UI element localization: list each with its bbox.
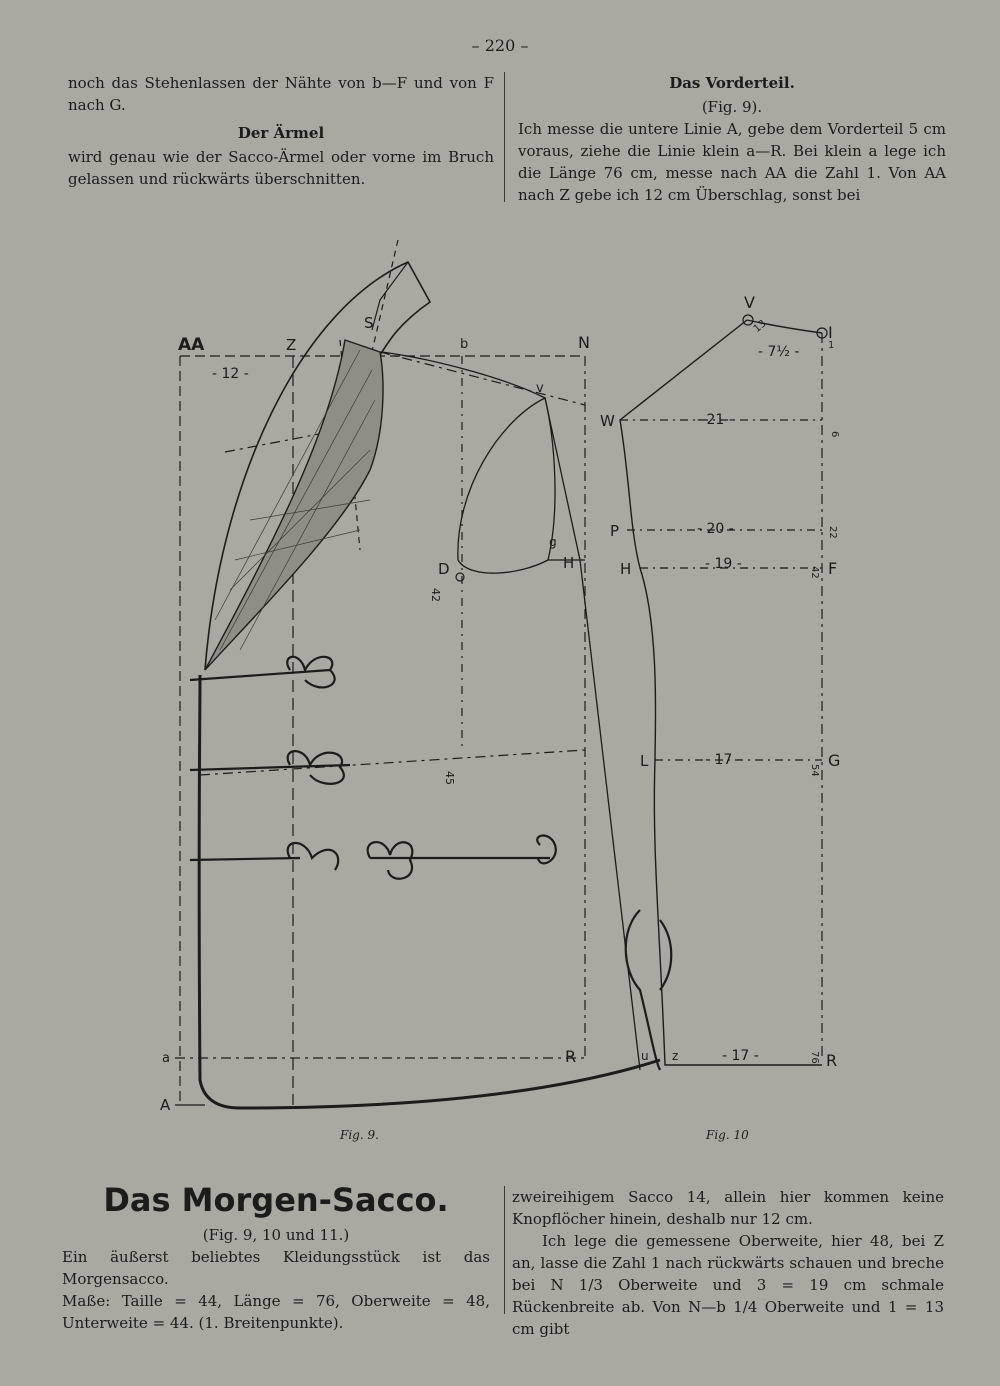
label-A: A: [160, 1096, 171, 1114]
right-bottom-column: [512, 1186, 944, 1340]
label-R: R: [565, 1047, 577, 1066]
measure-6: 6: [829, 431, 840, 438]
label-S: S: [364, 314, 374, 332]
left-bottom-column: [62, 1180, 490, 1334]
figure-caption-9: Fig. 9.: [340, 1128, 379, 1142]
measure-22: 22: [827, 526, 838, 539]
label-G: G: [828, 751, 841, 770]
measure-12: - 12 -: [212, 366, 249, 382]
construction-line: [200, 750, 585, 775]
construction-line: [370, 240, 398, 360]
label-a: a: [162, 1051, 170, 1066]
column-divider: [504, 1186, 505, 1314]
label-I: I: [828, 323, 833, 342]
label-W: W: [600, 412, 615, 430]
label-H-back: H: [620, 560, 632, 578]
measure-17a: - 17 -: [705, 752, 742, 768]
measure-13: 13: [751, 318, 769, 335]
paragraph: noch das Stehenlassen der Nähte von b—F und von F nach G.: [68, 74, 494, 114]
figure-caption-10: Fig. 10: [706, 1128, 749, 1142]
column-divider: [504, 72, 505, 202]
label-AA: AA: [178, 335, 205, 355]
measure-19: - 19 -: [705, 556, 742, 572]
paragraph: Ich lege die gemessene Oberweite, hier 48, bei Z an, lasse die Zahl 1 nach rückwärts schauen und breche bei N 1/3 Oberweite und 3 = 19 cm schmale Rückenbreite ab. Von N—b 1/4 Oberweite und 1 = 13 cm gibt: [512, 1232, 944, 1338]
section-heading-sleeve: Der Ärmel: [237, 124, 325, 142]
front-edge: [199, 675, 660, 1108]
label-H: H: [563, 554, 575, 572]
armhole: [382, 352, 555, 573]
label-z: z: [672, 1049, 679, 1063]
paragraph: zweireihigem Sacco 14, allein hier kommen keine Knopflöcher hinein, deshalb nur 12 cm.: [512, 1188, 944, 1228]
paragraph: Maße: Taille = 44, Länge = 76, Oberweite = 48, Unterweite = 44. (1. Breitenpunkte).: [62, 1292, 490, 1332]
label-u: u: [641, 1049, 649, 1063]
label-Z: Z: [286, 336, 297, 354]
measure-1: 1: [828, 340, 835, 351]
label-R-back: R: [826, 1051, 838, 1070]
measure-20: - 20 -: [697, 521, 734, 537]
label-N: N: [578, 333, 590, 352]
label-P: P: [610, 522, 620, 540]
measure-54: 54: [809, 764, 820, 777]
pattern-figure: [0, 230, 1000, 1160]
label-v: v: [536, 381, 544, 396]
section-heading-front: Das Vorderteil.: [669, 74, 795, 92]
label-D: D: [438, 560, 450, 578]
left-top-column: [68, 72, 494, 190]
figure-reference: (Fig. 9, 10 und 11.): [202, 1226, 350, 1244]
paragraph: Ich messe die untere Linie A, gebe dem Vorderteil 5 cm voraus, ziehe die Linie klein a—R. Bei klein a lege ich die Länge 76 cm, messe nach AA die Zahl 1. Von AA nach Z gebe ich 12 cm Überschlag, sonst bei: [518, 120, 946, 204]
page-number: – 220 –: [471, 36, 529, 55]
measure-76: 76: [809, 1051, 820, 1064]
construction-line: [380, 352, 585, 405]
label-g: g: [549, 535, 557, 549]
side-seam: [545, 398, 640, 1070]
back-outline: [620, 320, 822, 1065]
measure-17b: - 17 -: [722, 1048, 759, 1064]
measure-42: 42: [429, 588, 442, 602]
measure-21: - 21 -: [697, 412, 734, 428]
point-marker: [456, 573, 464, 581]
figure-reference: (Fig. 9).: [701, 98, 763, 116]
label-F: F: [828, 559, 838, 578]
measure-45: 45: [443, 771, 456, 785]
pattern-drawing: [0, 230, 1000, 1160]
measure-42b: 42: [809, 566, 820, 579]
article-title: Das Morgen-Sacco.: [103, 1181, 449, 1219]
measure-7half: - 7½ -: [758, 344, 800, 360]
label-L: L: [640, 752, 649, 770]
paragraph: wird genau wie der Sacco-Ärmel oder vorne im Bruch gelassen und rückwärts überschnitten.: [68, 148, 494, 188]
label-b: b: [460, 337, 469, 352]
label-V: V: [744, 293, 755, 312]
right-top-column: [518, 72, 946, 206]
paragraph: Ein äußerst beliebtes Kleidungsstück ist das Morgensacco.: [62, 1248, 490, 1288]
